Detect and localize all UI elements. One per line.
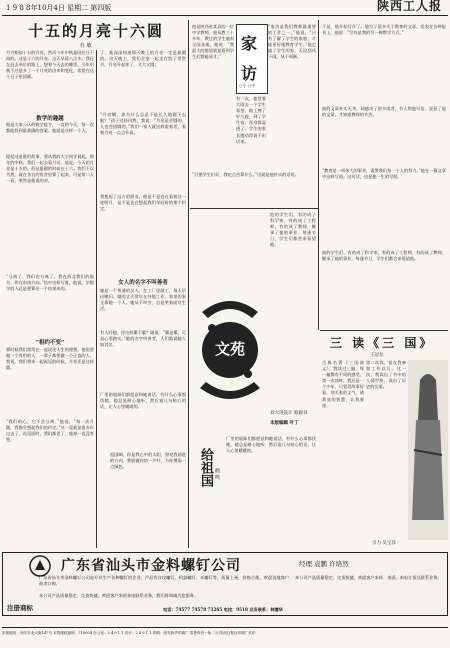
wenyuan-illustration [192,290,268,410]
poem-lines: 祖国啊，你是我心中的太阳，照亮我前进的方向。我愿做你的一片叶，为你增添一点绿色。 [110,452,186,470]
jiafang-p2: “家访是我们教师最重要的工作之一。”他说，“只有了解了学生的家庭，才能更好地教育学生。”他走遍了学生的家，无论刮风下雨，从不间断。 [268,24,316,60]
poem-extra: 厂里的姐妹们都愿意和她说话，有什么心事都找她。她总是耐心地听，然后说几句贴心的话，让人心里暖暖的。 [226,436,316,454]
wenyuan-caption: 文苑 [214,340,245,358]
ad-company-name: 广东省汕头市金料螺钉公司 [61,558,241,574]
page-editor: 本版编辑 叶丁 [270,421,299,426]
illustration-credit: 刘大进设计 韩毅书 [270,411,308,416]
article2-p5: 有人问她，你这样累不累？她说：“累是累，可是心里踏实。”她的名字叫善者，人们都说她人如其名。 [100,330,186,348]
middle-p2: 他的文章朴实无华，却感动了很多读者。有人给他写信，说看了他的文章，才知道教师的辛苦。 [322,106,446,118]
sanguo-author: 王冠龙 [370,353,384,358]
page-header [2,0,448,13]
article2-p4: 她是一个普通的女人，在工厂里做工，每天早出晚归。她的丈夫常年在外地工作，家里的事全靠她一个人。她从不叫苦，总是笑着面对生活。 [100,288,186,312]
middle-p3: “教育是一项伟大的事业，需要我们每一个人的努力。”他在一篇文章中这样写道。这句话，也是他一生的写照。 [322,168,446,180]
article1-p1: 月月相似十五的月亮，然而今年中秋是同往日不同的。这是十六的月亮。这天早晨八点多，我还在赶去单位的路上，想着今天去的哪里，今年中秋不过是多了一个月亮的由来和变化，希望在这个日子里团圆。 [6,50,94,80]
advertisement [2,552,448,616]
figure-illustration-icon [408,360,448,540]
article1-p2: 他是大家公认的数学能手，一直到今天，每一次都能找到最准确的答案。他就是这样一个人。 [6,122,94,134]
poem-title: 给祖国 [198,448,213,487]
jiafang-char2: 访 [241,64,258,83]
column-rule [318,20,319,330]
footer: 本报地址：西安市北大街147号 本报邮政编码：710004 办公室：2 4 9 1 1 发行：2 4 9 1 1 印刷：西安新华印刷厂 零售每份一角二分 陕西日报社印刷厂代印 [2,631,256,635]
jiafang-p1: 他是陕西省某县的一位中学教师，他从教三十多年，教过的学生遍布全国各地，他说：“我最大的愿望就是看到学生们都能成才。” [192,24,234,60]
article2-p3: 我想起了远方的朋友，他是不是也在看着这一轮明月，是不是也在想起我们年轻时的那个约定。 [100,194,186,212]
ad-phone: 电话：74577 74578 73265 电挂：9518 业务联系：林捷华 [163,607,283,612]
ad-line2: 本公司产品质量稳定，交货快捷。欢迎客户来函来电联系业务，我们将竭诚为您服务。 [39,593,199,598]
middle-p1: 于是，他开始写作了。他写了很多关于教育的文章，发表在各种报刊上。他说：“写作是我的另一种教学方式。” [322,24,446,36]
jiafang-label-box [236,24,268,94]
article2-p2: “月亮啊，你为什么总是不能长久地圆下去呢？”孩子这样问我，我说：“月亮是会圆的，人也会团圆的。”我们一家人就这样说着话，看着月亮一点点升高。 [100,112,186,136]
article1-sub2: “相约不变” [35,340,65,346]
jiafang-char1: 家 [241,34,258,53]
column-rule [188,20,189,548]
sanguo-title: 三 读《三 国》 [330,336,435,350]
middle-p4: 他的学生们，有的成了科学家，有的成了工程师，有的成了教师，继承了他的事业。每逢节日，学生们都会来看望他。 [322,250,446,262]
masthead: 陕西工人报 [376,0,442,13]
ad-line1: 广东省汕头市金料螺钉公司是专业生产各种螺钉的企业，产品有自攻螺钉、机器螺钉、木螺钉等，质量上乘，价格合理，欢迎各地客户前来订购。 [39,575,289,587]
column-rule [96,50,97,548]
issue-date: 1 9 8 8年10月4日 星期二 第四版 [6,4,112,12]
header-rule [2,15,448,16]
article2-sub: 女人的名字不叫善者 [118,280,168,286]
article1-title: 十五的月亮十六圆 [27,22,164,40]
ad-trademark: 注册商标 [7,604,33,612]
article1-p3: 提起这是谁的故事，要从我的大学同学说起。那年的中秋，我们一起去看月亮。他说，今天的月亮是十五的，但是最圆的时候在十六。我们不以为然，就在各自的宿舍里算了起来，可是第二天一看，果然是他说的对。 [6,154,94,184]
jiafang-p4: “只要学生们好，我吃点苦算什么。”这就是他朴实的话语。 [192,172,299,177]
jiafang-p3: 有一次，他冒着大雨去一个学生家里，路上摔了好几跤，到了学生家，浑身都湿透了。学生的家长感动得说不出话来。 [236,96,266,144]
company-logo-icon [29,555,51,577]
ad-contact: 本公司产品质量稳定，交货快捷，欢迎客户来样、来函、来电订货及联系业务。 [295,575,442,580]
article2-p6: 厂里的姐妹们都愿意和她说话，有什么心事都找她。她总是耐心地听，然后说几句贴心的话，让人心里暖暖的。 [100,392,186,410]
jiafang-small: ○小 ○中 [239,83,256,88]
section-rule [190,208,318,209]
article2-p1: 了，他深深知道那天晚上的月亮一定是最圆的。这天晚上，我们全家一起坐在院子里赏月，月亮升起来了，又大又圆。 [100,50,186,68]
middle-extra-text: 他的学生们，有的成了科学家，有的成了工程师，有的成了教师，继承了他的事业。每逢节日，学生们都会来看望他。 [270,212,316,248]
ad-manager: 经理 袁鹏 许培然 [299,560,349,568]
sanguo-p1: 古典名著《三国演义》，我读过三遍，每一遍都有不同的感受。第一次读时，我还是一个少年，只觉得故事好看，刘关张的义气，诸葛亮的智慧，让我着迷。 [322,360,364,408]
article1-p6: “我们的心，它不会分离。”他说，“每一次月圆，我都会想起我们的约定。”这一晃就是很多年过去了，再见面时，我们都老了，他却一直没有变。 [6,419,94,443]
poem-author: 鹤 鸣 [214,468,220,480]
article1-sub1: 数学的趣题 [36,116,64,122]
article1-author: 杜 敏 [80,43,92,49]
sanguo-illustration [408,360,448,540]
sanguo-credit: 引力 吴宝泽 [372,541,396,546]
footer-rule [2,627,448,628]
article1-p4: “分离了，我们也分离了。我在西北我们的地方，你在东南方向。”信中这样写着，他说，学数学的人总是要算出一个结果来的。 [6,274,94,292]
sanguo-p2: 第二次读，是在我参加工作以后。这一次，我读出了书中的人情世故，读出了历史的沉重。 [366,360,406,390]
article1-p5: 那时候我们常常在一起谈论人生的理想。他说要做一个有用的人，一辈子都要做一个正直的人。我说，我们将来一起再见的时候，月亮还是这样圆。 [6,347,94,371]
section-rule [320,330,448,331]
